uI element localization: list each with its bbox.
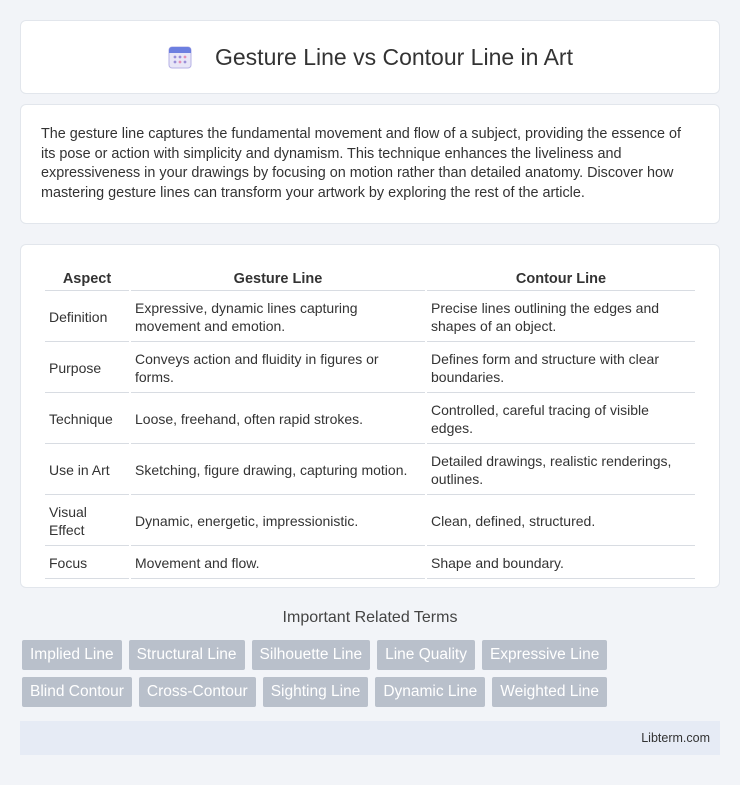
tag-blind-contour[interactable]: Blind Contour	[22, 677, 132, 707]
header-aspect: Aspect	[45, 267, 129, 291]
table-row	[45, 548, 695, 579]
table-header-row	[45, 267, 695, 291]
related-terms-tags	[22, 640, 722, 714]
row-aspect: Purpose	[45, 344, 129, 393]
row-gesture: Expressive, dynamic lines capturing movement and emotion.	[131, 293, 425, 342]
tag-silhouette-line[interactable]: Silhouette Line	[252, 640, 371, 670]
tag-row-2	[22, 677, 722, 707]
tag-dynamic-line[interactable]: Dynamic Line	[375, 677, 485, 707]
row-aspect: Focus	[45, 548, 129, 579]
table-row	[45, 497, 695, 546]
tag-expressive-line[interactable]: Expressive Line	[482, 640, 607, 670]
header-gesture-line: Gesture Line	[131, 267, 425, 291]
comparison-table	[43, 265, 697, 581]
table-row	[45, 344, 695, 393]
row-aspect: Technique	[45, 395, 129, 444]
row-contour: Detailed drawings, realistic renderings, outlines.	[427, 446, 695, 495]
row-gesture: Movement and flow.	[131, 548, 425, 579]
row-contour: Shape and boundary.	[427, 548, 695, 579]
row-aspect: Definition	[45, 293, 129, 342]
intro-card	[20, 104, 720, 224]
table-row	[45, 293, 695, 342]
header-contour-line: Contour Line	[427, 267, 695, 291]
tag-implied-line[interactable]: Implied Line	[22, 640, 122, 670]
row-gesture: Loose, freehand, often rapid strokes.	[131, 395, 425, 444]
row-aspect: Visual Effect	[45, 497, 129, 546]
related-terms-heading: Important Related Terms	[282, 609, 458, 626]
tag-sighting-line[interactable]: Sighting Line	[263, 677, 369, 707]
tag-line-quality[interactable]: Line Quality	[377, 640, 475, 670]
calendar-icon	[167, 44, 193, 70]
intro-paragraph: The gesture line captures the fundamental movement and flow of a subject, providing the essence of its pose or action with simplicity and dynamism. This technique enhances the liveliness and expressiveness in your drawings by focusing on motion rather than detailed anatomy. Discover how mastering gesture lines can transform your artwork by exploring the rest of the article.	[41, 126, 681, 201]
tag-structural-line[interactable]: Structural Line	[129, 640, 245, 670]
tag-cross-contour[interactable]: Cross-Contour	[139, 677, 256, 707]
row-contour: Precise lines outlining the edges and shapes of an object.	[427, 293, 695, 342]
title-card	[20, 20, 720, 94]
table-row	[45, 395, 695, 444]
page-title: Gesture Line vs Contour Line in Art	[215, 43, 573, 70]
row-contour: Defines form and structure with clear boundaries.	[427, 344, 695, 393]
footer-site-link[interactable]: Libterm.com	[641, 731, 710, 745]
row-contour: Clean, defined, structured.	[427, 497, 695, 546]
row-gesture: Dynamic, energetic, impressionistic.	[131, 497, 425, 546]
table-row	[45, 446, 695, 495]
row-gesture: Conveys action and fluidity in figures or forms.	[131, 344, 425, 393]
row-contour: Controlled, careful tracing of visible edges.	[427, 395, 695, 444]
comparison-table-card	[20, 244, 720, 588]
footer	[20, 721, 720, 755]
row-gesture: Sketching, figure drawing, capturing motion.	[131, 446, 425, 495]
tag-weighted-line[interactable]: Weighted Line	[492, 677, 607, 707]
row-aspect: Use in Art	[45, 446, 129, 495]
tag-row-1	[22, 640, 722, 670]
